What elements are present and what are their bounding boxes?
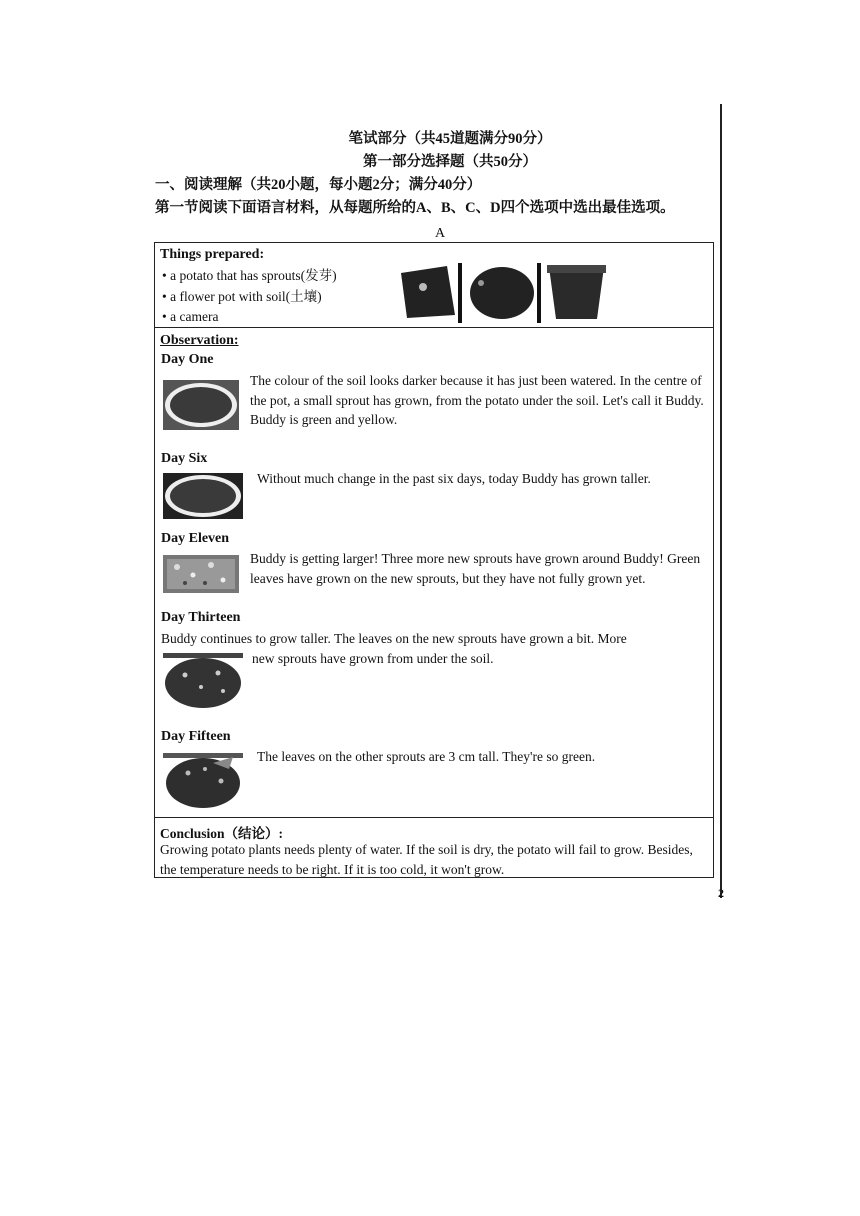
passage-frame: [154, 242, 714, 878]
page-number: 2: [718, 886, 724, 900]
list-item: • a potato that has sprouts(发芽): [162, 268, 337, 283]
things-prepared-section: [155, 243, 713, 328]
day-one-photo: [161, 374, 241, 432]
day-six-text: Without much change in the past six days, today Buddy has grown taller.: [257, 471, 651, 486]
observation-section: [155, 329, 713, 816]
day-thirteen-photo: [163, 651, 243, 709]
part-title: 第一部分选择题（共50分）: [363, 154, 537, 170]
passage-letter: A: [434, 226, 446, 241]
day-thirteen-text-line1: Buddy continues to grow taller. The leaves on the new sprouts have grown a bit. More: [161, 631, 627, 646]
page-edge-line: [720, 104, 722, 898]
day-eleven-label: Day Eleven: [161, 531, 230, 546]
day-fifteen-label: Day Fifteen: [161, 729, 231, 744]
day-thirteen-text-line2: new sprouts have grown from under the soil.: [252, 651, 494, 666]
exam-title: 笔试部分（共45道题满分90分）: [348, 131, 552, 147]
exam-header: [155, 128, 715, 244]
materials-photo: [399, 263, 609, 323]
day-thirteen-label: Day Thirteen: [161, 610, 241, 625]
day-fifteen-text: The leaves on the other sprouts are 3 cm tall. They're so green.: [257, 749, 596, 764]
things-prepared-title: Things prepared:: [160, 247, 265, 262]
section-title: 一、阅读理解（共20小题，每小题2分；满分40分）: [155, 177, 482, 193]
conclusion-text: Growing potato plants needs plenty of water. If the soil is dry, the potato will fail to grow. Besides, the temperature needs to be right. If it is too cold, it won't grow.: [160, 842, 693, 877]
day-six-photo: [161, 471, 245, 521]
list-item: • a camera: [162, 309, 219, 324]
day-one-text: The colour of the soil looks darker because it has just been watered. In the centre of the pot, a small sprout has grown, from the potato under the soil. Let's call it Buddy. Buddy is green and yellow.: [250, 373, 704, 427]
day-fifteen-photo: [163, 751, 243, 809]
day-eleven-text: Buddy is getting larger! Three more new sprouts have grown around Buddy! Green leaves have grown on the new sprouts, but they have not fully grown yet.: [250, 551, 701, 586]
instruction-text: 第一节阅读下面语言材料，从每题所给的A、B、C、D四个选项中选出最佳选项。: [155, 200, 675, 216]
conclusion-title: Conclusion（结论）:: [160, 826, 284, 841]
day-one-label: Day One: [161, 352, 214, 367]
list-item: • a flower pot with soil(土壤): [162, 288, 322, 304]
day-six-label: Day Six: [161, 451, 208, 466]
conclusion-section: [155, 817, 713, 878]
things-prepared-list: [162, 266, 337, 328]
observation-title: Observation:: [160, 333, 239, 348]
day-eleven-photo: [161, 553, 241, 595]
